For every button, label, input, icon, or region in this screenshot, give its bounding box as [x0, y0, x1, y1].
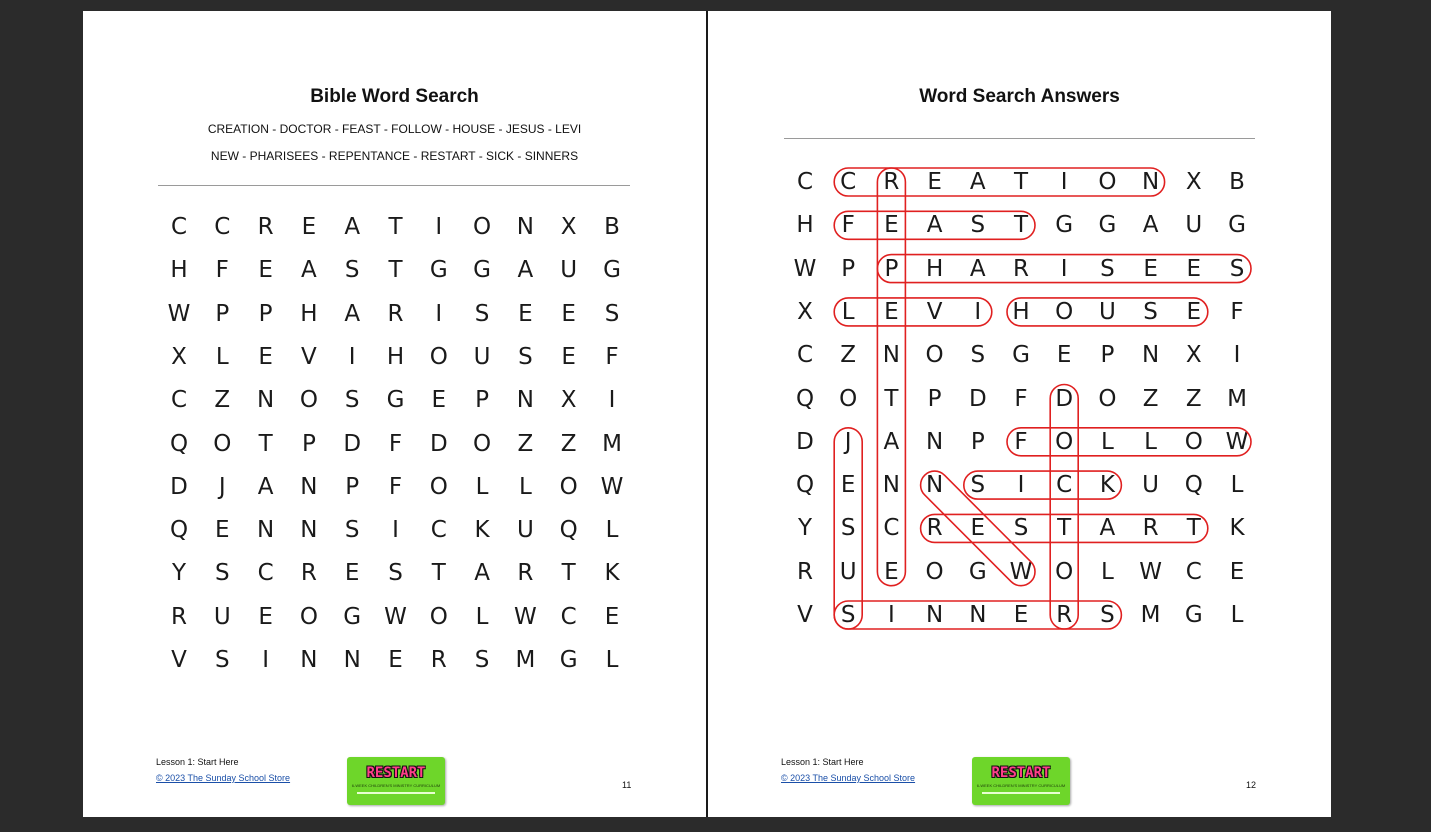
grid-letter: E	[301, 214, 317, 240]
grid-letter: W	[793, 255, 817, 282]
grid-letter: J	[844, 428, 852, 455]
grid-letter: I	[1017, 472, 1025, 499]
grid-letter: P	[970, 428, 985, 455]
grid-letter: I	[435, 300, 443, 327]
grid-letter: R	[300, 560, 317, 587]
grid-letter: I	[1060, 169, 1068, 195]
grid-letter: I	[608, 387, 616, 414]
left-page	[83, 11, 706, 817]
grid-letter: A	[517, 257, 534, 284]
grid-letter: N	[256, 517, 275, 544]
grid-letter: A	[969, 255, 986, 282]
grid-letter: P	[258, 300, 273, 327]
grid-letter: C	[257, 560, 274, 587]
grid-letter: R	[517, 560, 534, 587]
grid-letter: F	[841, 212, 855, 239]
page-title: Word Search Answers	[919, 86, 1120, 107]
grid-letter: C	[560, 603, 577, 630]
grid-letter: D	[1055, 385, 1074, 412]
divider	[784, 138, 1255, 139]
grid-letter: V	[171, 647, 187, 673]
grid-letter: S	[970, 342, 986, 369]
grid-letter: A	[969, 169, 986, 195]
grid-letter: N	[300, 473, 318, 500]
page-number: 12	[1246, 780, 1257, 790]
grid-letter: E	[604, 603, 620, 630]
grid-letter: S	[518, 343, 533, 370]
grid-letter: N	[925, 428, 944, 455]
grid-letter: Q	[795, 385, 815, 412]
grid-letter: M	[1140, 602, 1161, 628]
logo-subtitle: 6-WEEK CHILDREN'S MINISTRY CURRICULUM	[976, 783, 1066, 788]
grid-letter: Z	[560, 430, 577, 457]
grid-letter: S	[474, 300, 490, 327]
grid-letter: Z	[1185, 385, 1202, 412]
page-title: Bible Word Search	[310, 86, 479, 107]
grid-letter: W	[384, 603, 407, 630]
grid-letter: W	[514, 603, 537, 630]
grid-letter: P	[1100, 342, 1115, 369]
grid-letter: S	[1100, 255, 1115, 282]
logo-subtitle: 6-WEEK CHILDREN'S MINISTRY CURRICULUM	[351, 783, 441, 788]
grid-letter: I	[1233, 342, 1241, 369]
grid-letter: E	[884, 212, 899, 239]
grid-letter: O	[1098, 385, 1117, 412]
grid-letter: M	[515, 647, 536, 673]
grid-letter: E	[927, 169, 942, 195]
grid-letter: N	[1141, 342, 1160, 369]
grid-letter: U	[1142, 472, 1160, 499]
grid-letter: V	[797, 602, 813, 628]
grid-letter: Y	[797, 515, 813, 542]
grid-letter: O	[1055, 298, 1074, 325]
grid-letter: C	[430, 517, 447, 544]
grid-letter: C	[796, 342, 814, 369]
grid-letter: A	[344, 214, 361, 240]
footer-copyright-link[interactable]: © 2023 The Sunday School Store	[781, 773, 916, 783]
grid-letter: S	[840, 515, 856, 542]
grid-letter: L	[1100, 558, 1114, 585]
grid-letter: N	[256, 387, 275, 414]
grid-letter: G	[603, 257, 621, 284]
grid-letter: S	[1229, 255, 1245, 282]
grid-letter: I	[392, 517, 399, 544]
grid-letter: Q	[1184, 472, 1203, 499]
grid-letter: T	[1013, 169, 1029, 195]
grid-letter: G	[386, 387, 405, 414]
grid-letter: W	[1225, 428, 1249, 455]
grid-letter: P	[345, 473, 360, 500]
grid-letter: R	[797, 558, 813, 585]
grid-letter: E	[258, 343, 273, 370]
grid-letter: Y	[171, 560, 187, 587]
grid-letter: E	[518, 300, 533, 327]
grid-letter: G	[1012, 342, 1030, 369]
grid-letter: G	[1184, 602, 1203, 628]
logo-word: RESTART	[366, 765, 426, 781]
logo-word: RESTART	[991, 765, 1051, 781]
grid-letter: S	[388, 560, 403, 587]
grid-letter: L	[475, 603, 489, 630]
grid-letter: D	[796, 428, 814, 455]
grid-letter: L	[1230, 602, 1244, 628]
right-page	[708, 11, 1331, 817]
grid-letter: Z	[840, 342, 857, 369]
grid-letter: C	[1185, 558, 1202, 585]
grid-letter: A	[1099, 515, 1116, 542]
grid-letter: E	[431, 387, 447, 414]
grid-letter: O	[559, 473, 578, 500]
page-number: 11	[622, 780, 632, 790]
grid-letter: S	[970, 212, 986, 239]
grid-letter: F	[388, 473, 403, 500]
restart-logo	[972, 757, 1070, 805]
grid-letter: C	[1056, 472, 1073, 499]
grid-letter: T	[884, 385, 899, 412]
grid-letter: I	[887, 602, 895, 628]
grid-letter: P	[884, 255, 899, 282]
grid-letter: N	[1141, 169, 1160, 195]
grid-letter: A	[883, 428, 900, 455]
grid-letter: P	[927, 385, 942, 412]
grid-letter: O	[1055, 428, 1074, 455]
grid-letter: L	[1144, 428, 1157, 455]
grid-letter: E	[215, 517, 230, 544]
grid-letter: T	[1057, 515, 1072, 542]
grid-letter: O	[429, 473, 448, 500]
grid-letter: Z	[214, 387, 231, 414]
grid-letter: H	[300, 300, 318, 327]
grid-letter: F	[605, 343, 619, 370]
grid-letter: R	[430, 647, 447, 673]
grid-letter: O	[473, 430, 492, 457]
grid-letter: S	[214, 560, 230, 587]
grid-letter: L	[841, 298, 855, 325]
footer-copyright-link[interactable]: © 2023 The Sunday School Store	[156, 773, 291, 783]
grid-letter: I	[262, 647, 269, 673]
grid-letter: S	[474, 647, 490, 673]
grid-letter: H	[170, 257, 188, 284]
grid-letter: T	[388, 257, 403, 284]
grid-letter: N	[300, 647, 318, 673]
grid-letter: Q	[559, 517, 578, 544]
grid-letter: J	[218, 473, 226, 500]
grid-letter: R	[1056, 602, 1073, 628]
grid-letter: I	[435, 214, 443, 240]
grid-letter: C	[883, 515, 900, 542]
logo-bar	[982, 792, 1060, 794]
grid-letter: N	[516, 214, 534, 240]
grid-letter: R	[1142, 515, 1159, 542]
grid-letter: C	[796, 169, 814, 195]
grid-letter: N	[882, 342, 900, 369]
grid-letter: S	[1100, 602, 1115, 628]
grid-letter: T	[1186, 515, 1201, 542]
restart-logo	[347, 757, 445, 805]
grid-letter: O	[213, 430, 232, 457]
grid-letter: L	[475, 473, 489, 500]
grid-letter: Q	[795, 472, 815, 499]
grid-letter: V	[926, 298, 943, 325]
grid-letter: G	[559, 647, 578, 673]
grid-letter: F	[388, 430, 403, 457]
grid-letter: O	[299, 603, 318, 630]
grid-letter: A	[301, 257, 317, 284]
grid-letter: E	[388, 647, 403, 673]
grid-letter: A	[474, 560, 490, 587]
grid-letter: G	[343, 603, 362, 630]
grid-letter: C	[214, 214, 231, 240]
grid-letter: E	[344, 560, 360, 587]
grid-letter: P	[301, 430, 316, 457]
grid-letter: C	[840, 169, 857, 195]
grid-letter: A	[344, 300, 361, 327]
grid-letter: E	[884, 558, 899, 585]
grid-letter: X	[560, 387, 577, 414]
grid-letter: Q	[169, 430, 189, 457]
grid-letter: W	[167, 300, 191, 327]
grid-letter: P	[475, 387, 490, 414]
grid-letter: H	[925, 255, 944, 282]
grid-letter: E	[1186, 298, 1202, 325]
grid-letter: R	[257, 214, 274, 240]
footer-lesson: Lesson 1: Start Here	[156, 757, 239, 767]
grid-letter: U	[516, 517, 534, 544]
grid-letter: D	[170, 473, 188, 500]
grid-letter: M	[1227, 385, 1247, 412]
grid-letter: O	[429, 603, 448, 630]
grid-letter: S	[344, 387, 360, 414]
grid-letter: Z	[1142, 385, 1159, 412]
grid-letter: G	[968, 558, 987, 585]
grid-letter: S	[604, 300, 620, 327]
grid-letter: B	[604, 214, 620, 240]
grid-letter: E	[258, 603, 273, 630]
grid-letter: S	[840, 602, 856, 628]
word-list-line-2: NEW - PHARISEES - REPENTANCE - RESTART - SICK - SINNERS	[210, 149, 579, 163]
logo-bar	[357, 792, 435, 794]
grid-letter: E	[1013, 602, 1029, 628]
grid-letter: U	[473, 343, 491, 370]
grid-letter: O	[1055, 558, 1074, 585]
grid-letter: F	[215, 257, 229, 284]
grid-letter: S	[344, 257, 360, 284]
grid-letter: X	[560, 214, 577, 240]
grid-letter: O	[429, 343, 448, 370]
grid-letter: G	[1228, 212, 1246, 239]
grid-letter: R	[1013, 255, 1029, 282]
grid-letter: C	[170, 387, 188, 414]
grid-letter: O	[1098, 169, 1117, 195]
grid-letter: I	[348, 343, 356, 370]
grid-letter: D	[968, 385, 987, 412]
grid-letter: U	[213, 603, 231, 630]
grid-letter: L	[215, 343, 229, 370]
grid-letter: E	[884, 298, 899, 325]
grid-letter: O	[473, 214, 492, 240]
grid-letter: E	[1186, 255, 1202, 282]
grid-letter: N	[882, 472, 900, 499]
grid-letter: T	[1013, 212, 1029, 239]
grid-letter: C	[170, 214, 188, 240]
grid-letter: P	[215, 300, 230, 327]
grid-letter: E	[1056, 342, 1072, 369]
grid-letter: E	[840, 472, 856, 499]
grid-letter: U	[839, 558, 857, 585]
grid-letter: Q	[169, 517, 189, 544]
grid-letter: A	[257, 473, 274, 500]
grid-letter: T	[561, 560, 576, 587]
grid-letter: K	[474, 517, 490, 544]
grid-letter: N	[925, 472, 944, 499]
grid-letter: H	[1012, 298, 1030, 325]
grid-letter: N	[343, 647, 361, 673]
grid-letter: A	[926, 212, 943, 239]
grid-letter: I	[974, 298, 982, 325]
grid-letter: N	[925, 602, 944, 628]
grid-letter: B	[1229, 169, 1245, 195]
grid-letter: G	[1055, 212, 1074, 239]
grid-letter: E	[561, 300, 576, 327]
grid-letter: O	[925, 342, 944, 369]
grid-letter: I	[1060, 255, 1068, 282]
grid-letter: T	[431, 560, 446, 587]
grid-letter: R	[926, 515, 943, 542]
grid-letter: K	[604, 560, 620, 587]
grid-letter: A	[1142, 212, 1159, 239]
grid-letter: S	[344, 517, 360, 544]
grid-letter: U	[1185, 212, 1203, 239]
grid-letter: T	[388, 214, 403, 240]
grid-letter: P	[841, 255, 856, 282]
grid-letter: U	[560, 257, 578, 284]
grid-letter: V	[301, 343, 317, 370]
grid-letter: D	[429, 430, 448, 457]
grid-letter: X	[1185, 169, 1202, 195]
grid-letter: O	[839, 385, 858, 412]
footer-lesson: Lesson 1: Start Here	[781, 757, 864, 767]
grid-letter: S	[970, 472, 986, 499]
grid-letter: L	[605, 647, 619, 673]
grid-letter: O	[1184, 428, 1203, 455]
grid-letter: F	[1014, 385, 1028, 412]
grid-letter: S	[214, 647, 230, 673]
grid-letter: K	[1099, 472, 1115, 499]
grid-letter: X	[1185, 342, 1202, 369]
grid-letter: L	[518, 473, 532, 500]
grid-letter: E	[258, 257, 273, 284]
grid-letter: F	[1014, 428, 1028, 455]
grid-letter: F	[1230, 298, 1244, 325]
grid-letter: R	[883, 169, 900, 195]
grid-letter: L	[1100, 428, 1114, 455]
grid-letter: N	[516, 387, 534, 414]
grid-letter: X	[797, 298, 813, 325]
grid-letter: M	[602, 430, 622, 457]
grid-letter: N	[300, 517, 318, 544]
grid-letter: L	[1230, 472, 1244, 499]
grid-letter: E	[1229, 558, 1245, 585]
grid-letter: G	[429, 257, 448, 284]
grid-letter: W	[1009, 558, 1033, 585]
grid-letter: N	[969, 602, 987, 628]
grid-letter: W	[1139, 558, 1162, 585]
grid-letter: D	[343, 430, 362, 457]
grid-letter: S	[1013, 515, 1029, 542]
grid-letter: E	[1143, 255, 1158, 282]
grid-letter: E	[561, 343, 576, 370]
grid-letter: X	[171, 343, 187, 370]
grid-letter: T	[258, 430, 273, 457]
grid-letter: G	[473, 257, 491, 284]
grid-letter: O	[299, 387, 318, 414]
divider	[158, 185, 630, 186]
grid-letter: L	[605, 517, 619, 544]
grid-letter: S	[1143, 298, 1158, 325]
grid-letter: H	[796, 212, 814, 239]
grid-letter: E	[970, 515, 986, 542]
word-list-line-1: CREATION - DOCTOR - FEAST - FOLLOW - HOUSE - JESUS - LEVI	[207, 122, 582, 136]
grid-letter: W	[600, 473, 624, 500]
grid-letter: R	[387, 300, 404, 327]
grid-letter: U	[1098, 298, 1116, 325]
grid-letter: R	[171, 603, 187, 630]
grid-letter: Z	[517, 430, 534, 457]
grid-letter: G	[1098, 212, 1117, 239]
grid-letter: K	[1229, 515, 1245, 542]
grid-letter: O	[925, 558, 944, 585]
grid-letter: H	[386, 343, 405, 370]
